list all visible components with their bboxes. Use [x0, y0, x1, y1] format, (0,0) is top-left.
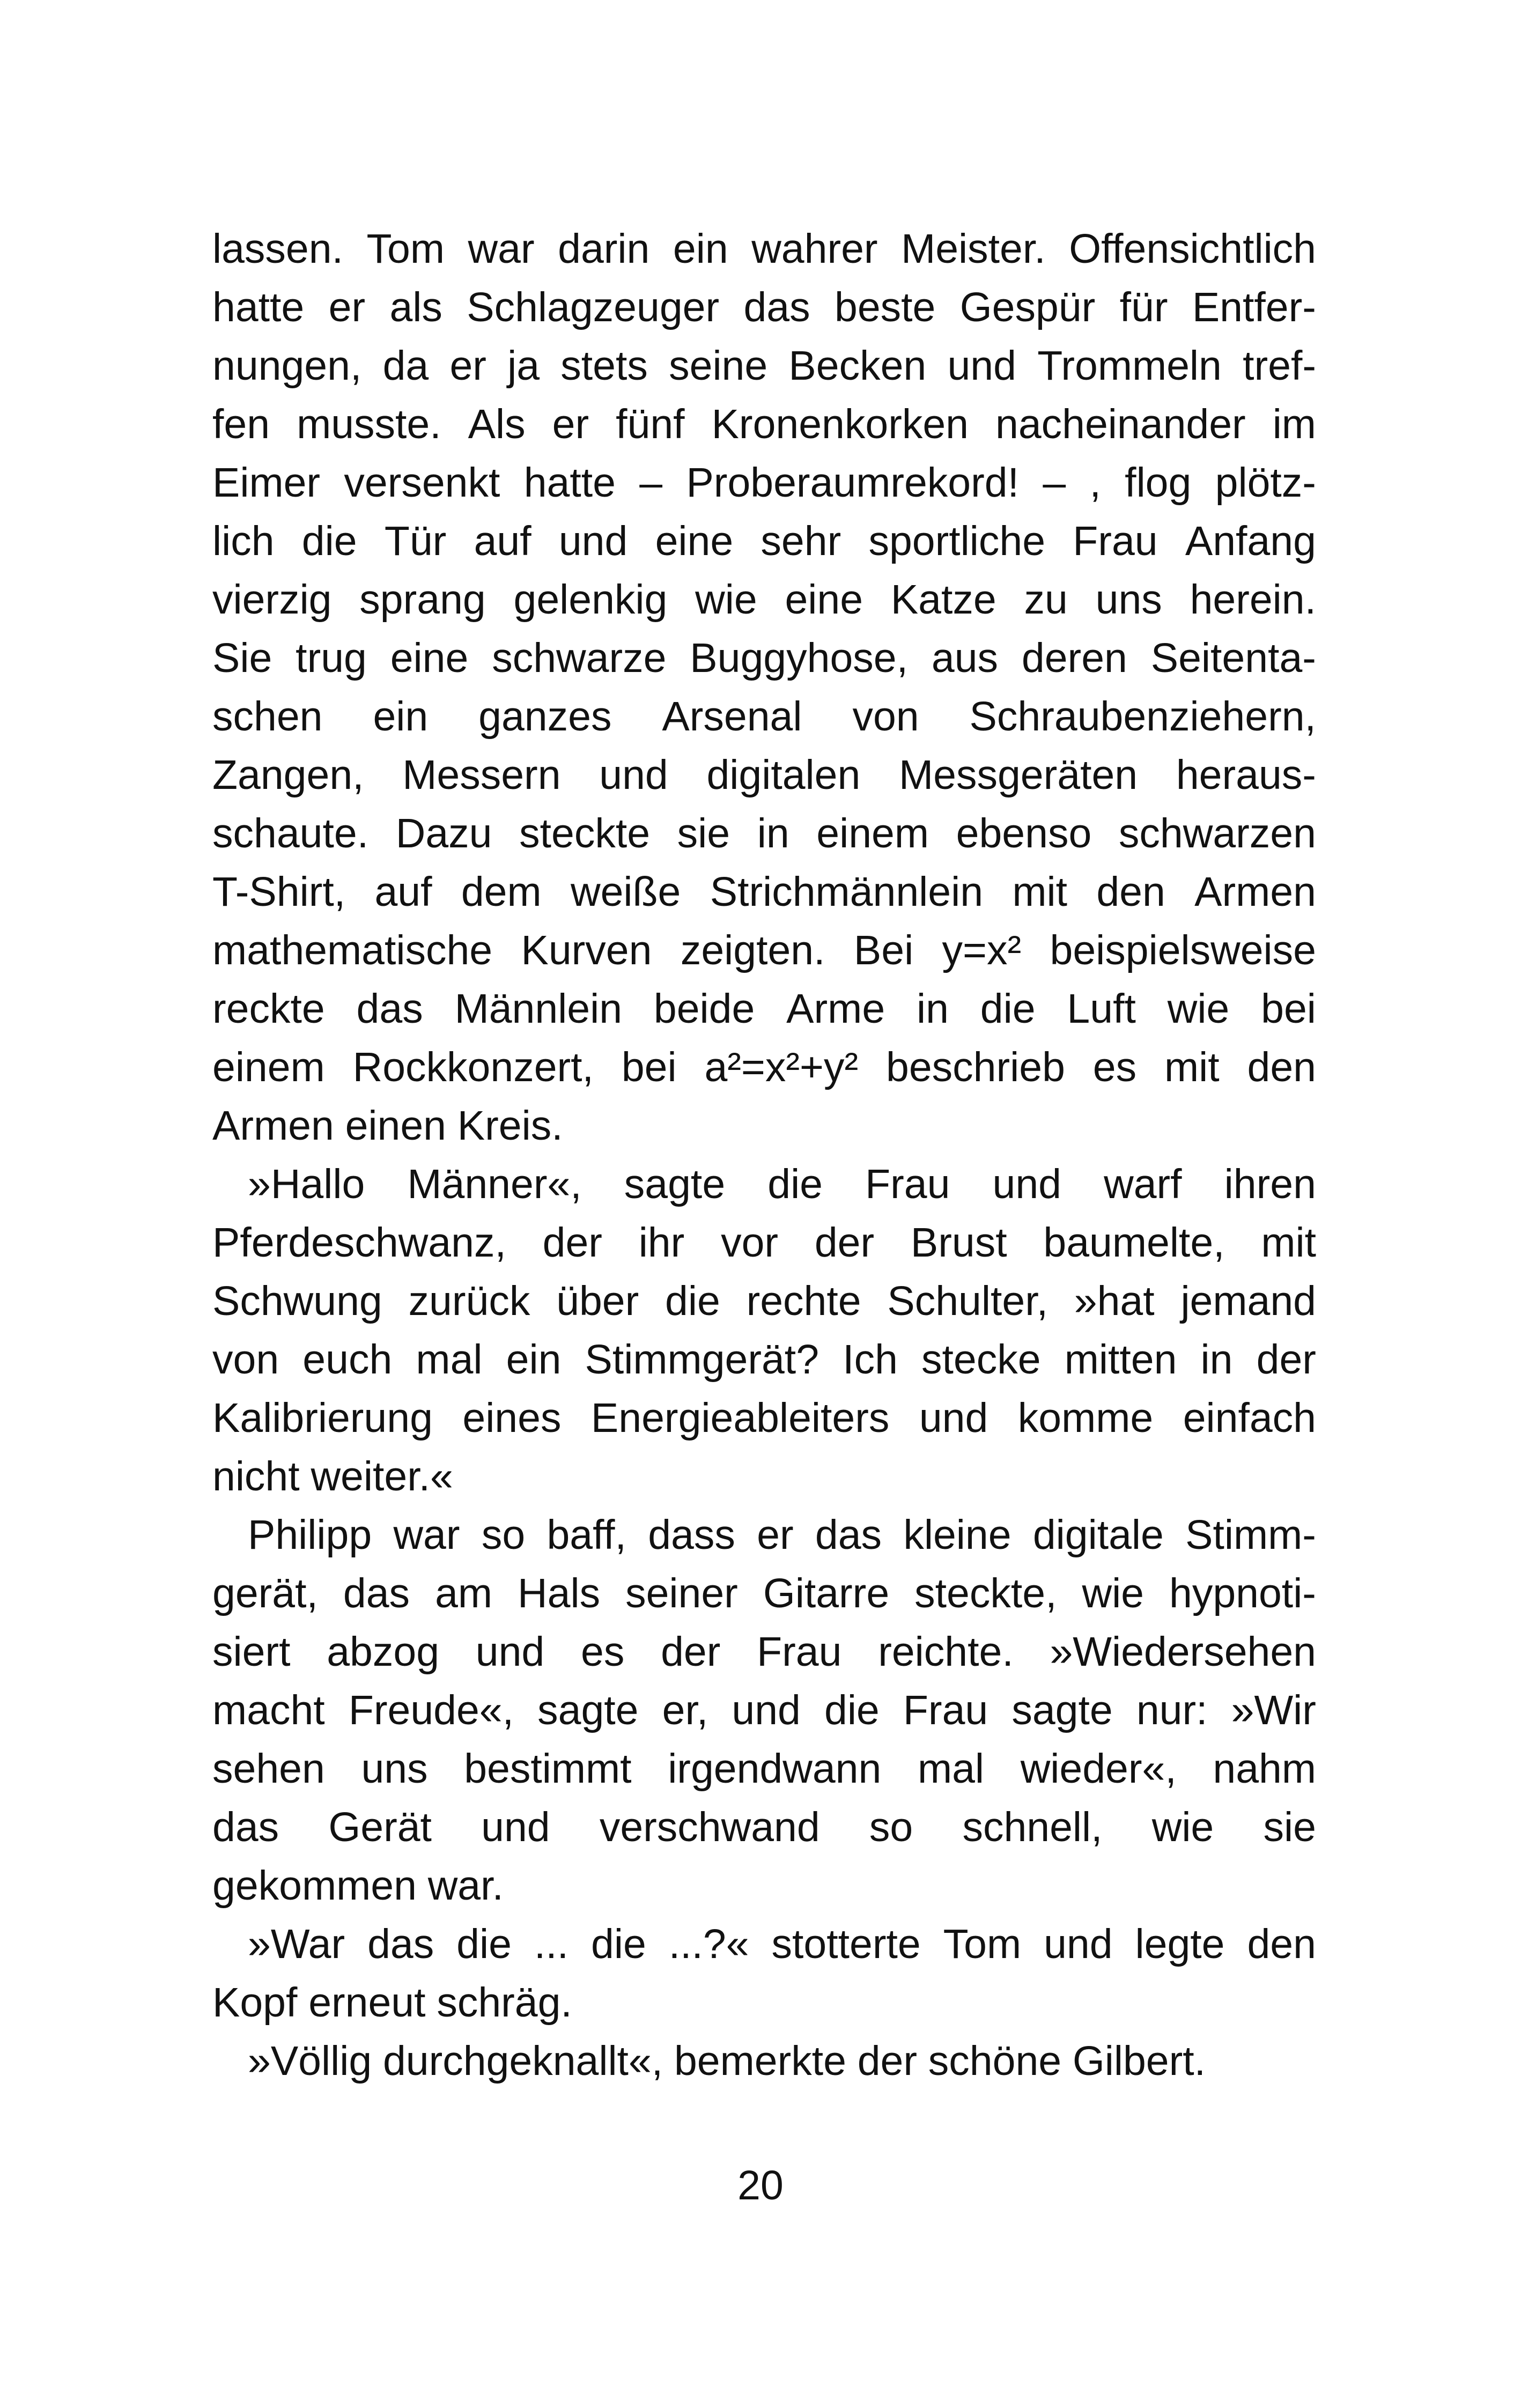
word: Katze [890, 577, 996, 623]
word: nacheinander [995, 401, 1246, 447]
word: in [1200, 1336, 1233, 1383]
word: Armen [212, 1103, 334, 1149]
word: Eimer [212, 460, 321, 506]
word: ihren [1224, 1161, 1316, 1207]
word: Buggyhose, [690, 635, 908, 681]
word: siert [212, 1629, 291, 1675]
word: Philipp [248, 1512, 372, 1558]
word: die [665, 1278, 720, 1324]
word: Schlagzeuger [467, 284, 720, 330]
word: das [343, 1570, 410, 1616]
word: Trommeln [1037, 343, 1222, 389]
word: wie [1082, 1570, 1145, 1616]
word: uns [1095, 577, 1162, 623]
word: und [992, 1161, 1062, 1207]
word: und [1044, 1921, 1113, 1967]
word: Schraubenziehern, [969, 693, 1316, 740]
word: sportliche [868, 518, 1046, 564]
text-line [212, 1506, 1316, 1564]
word: Kalibrierung [212, 1395, 433, 1441]
text-line [212, 921, 1316, 980]
word: er [449, 343, 486, 389]
word: Frau [1073, 518, 1158, 564]
word: Hals [518, 1570, 601, 1616]
body-text [212, 220, 1316, 2091]
word: Strichmännlein [710, 869, 984, 915]
text-line [212, 629, 1316, 688]
word: am [435, 1570, 493, 1616]
text-line [212, 1214, 1316, 1272]
text-line [212, 512, 1316, 571]
word: beschrieb [886, 1044, 1065, 1090]
word: dem [461, 869, 542, 915]
text-line [212, 571, 1316, 629]
word: die [591, 1921, 646, 1967]
word: hypnoti- [1169, 1570, 1316, 1616]
word: digitale [1032, 1512, 1164, 1558]
word: er [328, 284, 366, 330]
word: »Völlig [248, 2038, 372, 2084]
word: einfach [1183, 1395, 1316, 1441]
word: wie [1151, 1804, 1214, 1850]
word: ebenso [956, 810, 1092, 856]
word: baff, [547, 1512, 626, 1558]
word: Sie [212, 635, 272, 681]
word: Messern [402, 752, 561, 798]
word: »Wir [1231, 1687, 1316, 1733]
word: Schulter, [887, 1278, 1048, 1324]
word: , [1089, 460, 1101, 506]
word: warf [1104, 1161, 1182, 1207]
word: Gespür [959, 284, 1096, 330]
word: mal [917, 1746, 985, 1792]
word: fünf [616, 401, 685, 447]
word: »Wiedersehen [1050, 1629, 1316, 1675]
word: sagte [1011, 1687, 1113, 1733]
word: fen [212, 401, 270, 447]
text-line [212, 1389, 1316, 1447]
word: er [552, 401, 589, 447]
word: auf [474, 518, 531, 564]
word: einem [816, 810, 929, 856]
text-line [212, 1331, 1316, 1389]
word: Arsenal [662, 693, 802, 740]
word: beste [835, 284, 936, 330]
word: – [1043, 460, 1066, 506]
word: über [556, 1278, 639, 1324]
word: Als [468, 401, 526, 447]
word: a²=x²+y² [704, 1044, 859, 1090]
word: schwarze [492, 635, 667, 681]
word: Brust [910, 1220, 1007, 1266]
word: war [468, 226, 535, 272]
word: Tür [384, 518, 447, 564]
word: Meister. [901, 226, 1046, 272]
word: einem [212, 1044, 325, 1090]
word: beide [653, 986, 755, 1032]
text-line [212, 1974, 1316, 2032]
word: dass [648, 1512, 735, 1558]
word: macht [212, 1687, 325, 1733]
word: und [732, 1687, 801, 1733]
word: »Hallo [248, 1161, 365, 1207]
word: wahrer [751, 226, 878, 272]
word: zu [1024, 577, 1068, 623]
word: der [1256, 1336, 1316, 1383]
word: im [1272, 401, 1316, 447]
text-line [212, 1915, 1316, 1974]
word: baumelte, [1043, 1220, 1225, 1266]
word: steckte [519, 810, 651, 856]
word: Proberaumrekord! [686, 460, 1019, 506]
word: Arme [786, 986, 885, 1032]
word: mit [1261, 1220, 1316, 1266]
word: mal [416, 1336, 483, 1383]
word: eines [462, 1395, 562, 1441]
word: die [824, 1687, 880, 1733]
text-line [212, 1155, 1316, 1214]
word: von [212, 1336, 279, 1383]
word: stecke [921, 1336, 1041, 1383]
word: er, [662, 1687, 708, 1733]
word: lassen. [212, 226, 343, 272]
word: schen [212, 693, 323, 740]
text-line [212, 1447, 1316, 1506]
word: euch [302, 1336, 393, 1383]
word: verschwand [599, 1804, 820, 1850]
word: trug [296, 635, 367, 681]
text-line [212, 804, 1316, 863]
word: kleine [903, 1512, 1011, 1558]
text-line [212, 746, 1316, 804]
word: Offensichtlich [1069, 226, 1316, 272]
word: wie [695, 577, 757, 623]
word: Tom [366, 226, 445, 272]
text-line [212, 337, 1316, 395]
text-line [212, 395, 1316, 454]
word: der [814, 1220, 875, 1266]
word: und [475, 1629, 545, 1675]
word: durchgeknallt«, [382, 2038, 663, 2084]
word: war. [427, 1863, 504, 1909]
word: wieder«, [1020, 1746, 1177, 1792]
word: plötz- [1215, 460, 1316, 506]
word: Becken [788, 343, 927, 389]
word: Ich [843, 1336, 898, 1383]
word: Zangen, [212, 752, 364, 798]
word: irgendwann [668, 1746, 882, 1792]
text-line [212, 1740, 1316, 1798]
word: nicht [212, 1453, 300, 1500]
word: war [393, 1512, 460, 1558]
word: Männlein [454, 986, 623, 1032]
word: schräg. [437, 1979, 572, 2026]
word: weiße [570, 869, 681, 915]
word: und [599, 752, 668, 798]
word: es [1092, 1044, 1137, 1090]
word: in [917, 986, 949, 1032]
text-line [212, 1097, 1316, 1155]
word: ja [507, 343, 540, 389]
word: den [1096, 869, 1165, 915]
word: Kronenkorken [711, 401, 969, 447]
text-line [212, 980, 1316, 1038]
word: und [558, 518, 628, 564]
word: zurück [408, 1278, 530, 1324]
word: stets [560, 343, 648, 389]
word: das [212, 1804, 279, 1850]
word: – [639, 460, 663, 506]
word: Freude«, [348, 1687, 514, 1733]
word: Dazu [395, 810, 492, 856]
word: der [661, 1629, 721, 1675]
word: Rockkonzert, [352, 1044, 594, 1090]
word: zeigten. [680, 927, 825, 973]
word: schnell, [962, 1804, 1103, 1850]
word: Tom [943, 1921, 1022, 1967]
word: nahm [1213, 1746, 1316, 1792]
text-line [212, 454, 1316, 512]
word: gekommen [212, 1863, 417, 1909]
word: erneut [308, 1979, 426, 2026]
word: Kopf [212, 1979, 298, 2026]
word: Gerät [328, 1804, 432, 1850]
word: hatte [212, 284, 305, 330]
word: rechte [746, 1278, 861, 1324]
word: Luft [1067, 986, 1136, 1032]
word: so [869, 1804, 913, 1850]
word: sagte [537, 1687, 639, 1733]
word: »War [248, 1921, 345, 1967]
word: Kreis. [457, 1103, 563, 1149]
text-line [212, 1857, 1316, 1915]
word: schaute. [212, 810, 369, 856]
word: eine [390, 635, 469, 681]
word: seiner [625, 1570, 738, 1616]
word: Stimm- [1185, 1512, 1316, 1558]
word: sprang [359, 577, 486, 623]
word: eine [785, 577, 863, 623]
word: einen [345, 1103, 446, 1149]
word: ihr [638, 1220, 685, 1266]
word: tref- [1243, 343, 1316, 389]
word: Gitarre [763, 1570, 890, 1616]
word: ... [534, 1921, 569, 1967]
word: flog [1125, 460, 1192, 506]
word: gerät, [212, 1570, 318, 1616]
word: das [743, 284, 810, 330]
word: Messgeräten [899, 752, 1138, 798]
word: vierzig [212, 577, 332, 623]
text-line [212, 688, 1316, 746]
word: mathematische [212, 927, 493, 973]
word: legte [1135, 1921, 1225, 1967]
word: Frau [903, 1687, 988, 1733]
page-number: 20 [737, 2162, 784, 2208]
word: lich [212, 518, 275, 564]
word: reichte. [878, 1629, 1014, 1675]
text-line [212, 1272, 1316, 1331]
word: komme [1017, 1395, 1154, 1441]
word: für [1119, 284, 1168, 330]
word: versenkt [344, 460, 500, 506]
word: er [757, 1512, 794, 1558]
word: den [1247, 1044, 1316, 1090]
word: mit [1164, 1044, 1220, 1090]
text-line [212, 1038, 1316, 1097]
word: wie [1167, 986, 1230, 1032]
word: Frau [757, 1629, 842, 1675]
word: seine [669, 343, 768, 389]
text-line [212, 1564, 1316, 1623]
word: die [980, 986, 1036, 1032]
word: Entfer- [1192, 284, 1316, 330]
word: von [852, 693, 919, 740]
word: Männer«, [407, 1161, 582, 1207]
word: weiter.« [311, 1453, 453, 1500]
word: Gilbert. [1072, 2038, 1206, 2084]
word: steckte, [914, 1570, 1057, 1616]
word: ganzes [478, 693, 612, 740]
word: ein [373, 693, 429, 740]
word: die [301, 518, 357, 564]
word: Energieableiters [590, 1395, 890, 1441]
word: sie [1263, 1804, 1316, 1850]
word: den [1247, 1921, 1316, 1967]
word: sie [677, 810, 730, 856]
word: stotterte [771, 1921, 921, 1967]
word: darin [558, 226, 650, 272]
word: abzog [327, 1629, 440, 1675]
word: sehr [760, 518, 841, 564]
word: »hat [1074, 1278, 1155, 1324]
word: Frau [865, 1161, 950, 1207]
text-line [212, 2032, 1316, 2091]
word: digitalen [706, 752, 861, 798]
word: nur: [1136, 1687, 1208, 1733]
word: beispielsweise [1050, 927, 1316, 973]
word: sehen [212, 1746, 325, 1792]
word: in [757, 810, 789, 856]
word: aus [931, 635, 999, 681]
word: musste. [297, 401, 441, 447]
word: Pferdeschwanz, [212, 1220, 506, 1266]
word: jemand [1180, 1278, 1316, 1324]
word: Stimmgerät? [585, 1336, 819, 1383]
word: bei [621, 1044, 677, 1090]
word: Seitenta- [1150, 635, 1316, 681]
word: und [947, 343, 1016, 389]
word: mit [1012, 869, 1068, 915]
word: und [919, 1395, 988, 1441]
word: reckte [212, 986, 325, 1032]
word: das [815, 1512, 882, 1558]
text-line [212, 278, 1316, 337]
word: bestimmt [464, 1746, 632, 1792]
word: als [389, 284, 442, 330]
text-line [212, 220, 1316, 278]
word: nungen, [212, 343, 362, 389]
word: eine [655, 518, 734, 564]
text-line [212, 1681, 1316, 1740]
word: ein [506, 1336, 562, 1383]
text-line [212, 1623, 1316, 1681]
word: das [367, 1921, 434, 1967]
word: hatte [523, 460, 616, 506]
word: bei [1261, 986, 1316, 1032]
word: sagte [624, 1161, 726, 1207]
word: ...?« [668, 1921, 749, 1967]
word: y=x² [942, 927, 1022, 973]
word: auf [374, 869, 432, 915]
word: Armen [1194, 869, 1316, 915]
word: die [456, 1921, 512, 1967]
word: schwarzen [1118, 810, 1316, 856]
word: der [857, 2038, 918, 2084]
word: heraus- [1176, 752, 1316, 798]
word: Anfang [1185, 518, 1316, 564]
word: vor [721, 1220, 779, 1266]
word: mitten [1064, 1336, 1177, 1383]
text-line [212, 1798, 1316, 1857]
word: herein. [1190, 577, 1316, 623]
word: die [767, 1161, 823, 1207]
word: da [382, 343, 429, 389]
word: schöne [928, 2038, 1062, 2084]
word: deren [1021, 635, 1127, 681]
word: ein [673, 226, 728, 272]
word: das [356, 986, 423, 1032]
word: uns [361, 1746, 428, 1792]
word: es [581, 1629, 625, 1675]
word: gelenkig [513, 577, 668, 623]
word: und [481, 1804, 550, 1850]
word: Bei [853, 927, 914, 973]
word: der [542, 1220, 602, 1266]
word: Schwung [212, 1278, 382, 1324]
word: so [481, 1512, 526, 1558]
word: bemerkte [674, 2038, 846, 2084]
word: T-Shirt, [212, 869, 346, 915]
text-line [212, 863, 1316, 921]
word: Kurven [521, 927, 652, 973]
